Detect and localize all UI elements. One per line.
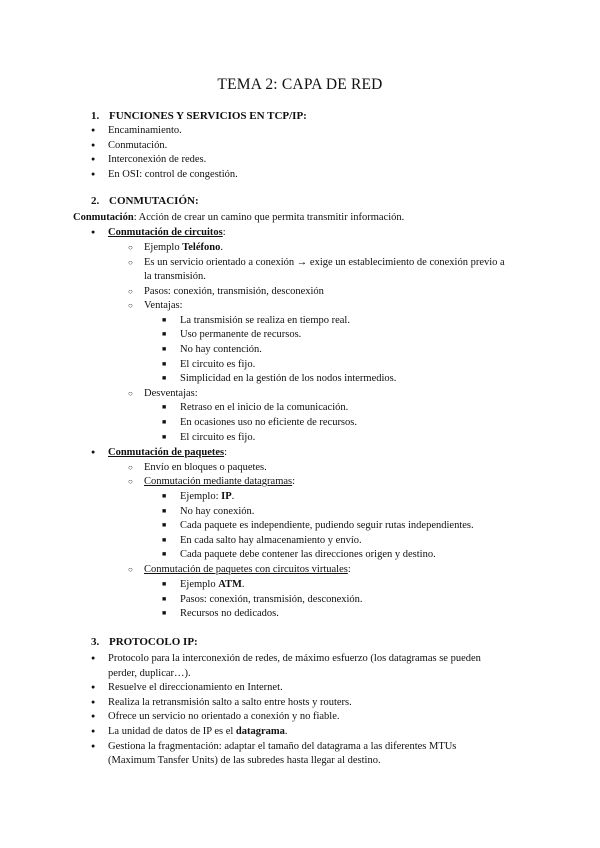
list-item [180, 490, 234, 503]
bold-text: IP [221, 491, 232, 502]
list-item: ● Encaminamiento. [108, 124, 182, 137]
list-item: ■ Cada paquete debe contener las direcciones origen y destino. [180, 548, 436, 561]
colon: : [347, 564, 351, 575]
list-item [108, 725, 288, 738]
text: . [231, 491, 235, 502]
list-item [144, 475, 295, 488]
section-title: FUNCIONES Y SERVICIOS EN TCP/IP: [109, 110, 307, 122]
list-item: ■ En cada salto hay almacenamiento y envío. [180, 534, 362, 547]
text: Ejemplo [180, 579, 219, 590]
list-item: ■ Retraso en el inicio de la comunicación. [180, 401, 348, 414]
list-item: ● Interconexión de redes. [108, 153, 206, 166]
list-item-paquetes [108, 446, 227, 459]
list-item: ■ Pasos: conexión, transmisión, desconexión. [180, 593, 363, 606]
list-item: ○ Desventajas: [144, 387, 198, 400]
list-item-continued: la transmisión. [144, 271, 206, 282]
bold-text: datagrama [235, 726, 285, 737]
text: . [220, 242, 223, 253]
list-item [180, 578, 245, 591]
text: . [284, 726, 288, 737]
section-number: 3. [91, 636, 100, 648]
definition [73, 211, 404, 224]
list-item: ■ En ocasiones uso no eficiente de recursos. [180, 416, 357, 429]
section-1-heading [91, 110, 307, 123]
list-item [144, 563, 351, 576]
bold-text: ATM [218, 579, 242, 590]
list-item: ■ No hay conexión. [180, 505, 254, 518]
subheading: Conmutación de paquetes [108, 447, 225, 458]
list-item-continued: (Maximum Tansfer Units) de las subredes hasta llegar al destino. [108, 755, 381, 766]
list-item: ■ Recursos no dedicados. [180, 607, 279, 620]
list-item: ● Resuelve el direccionamiento en Internet. [108, 681, 283, 694]
list-item: ■ Simplicidad en la gestión de los nodos intermedios. [180, 372, 396, 385]
definition-term: Conmutación [73, 212, 134, 223]
text: Ejemplo: [180, 491, 222, 502]
colon: : [292, 476, 296, 487]
list-item: ■ Cada paquete es independiente, pudiendo seguir rutas independientes. [180, 519, 474, 532]
list-item: ○ Es un servicio orientado a conexión → exige un establecimiento de conexión previo a [144, 256, 505, 269]
text: Ejemplo [144, 242, 183, 253]
list-item: ■ Uso permanente de recursos. [180, 328, 301, 341]
list-item: ■ El circuito es fijo. [180, 431, 255, 444]
list-item: ● Conmutación. [108, 139, 167, 152]
text: La unidad de datos de IP es el [108, 726, 236, 737]
section-title: PROTOCOLO IP: [109, 636, 198, 648]
list-item: ■ No hay contención. [180, 343, 262, 356]
bold-text: Teléfono [182, 242, 221, 253]
subheading: Conmutación de circuitos [108, 227, 223, 238]
colon: : [224, 447, 228, 458]
page-title: TEMA 2: CAPA DE RED [217, 76, 383, 93]
list-item: ■ El circuito es fijo. [180, 358, 255, 371]
list-item: ● En OSI: control de congestión. [108, 168, 238, 181]
section-3-heading [91, 636, 198, 649]
section-title: CONMUTACIÓN: [109, 195, 199, 207]
section-number: 2. [91, 195, 100, 207]
list-item [144, 241, 223, 254]
list-item-circuitos [108, 226, 226, 239]
list-item: ○ Pasos: conexión, transmisión, desconexión [144, 285, 324, 298]
list-item: ○ Envío en bloques o paquetes. [144, 461, 267, 474]
list-item: ● Ofrece un servicio no orientado a conexión y no fiable. [108, 710, 340, 723]
list-item: ● Realiza la retransmisión salto a salto entre hosts y routers. [108, 696, 352, 709]
section-2-heading [91, 195, 199, 208]
list-item: ● Gestiona la fragmentación: adaptar el tamaño del datagrama a las diferentes MTUs [108, 740, 456, 753]
underlined-text: Conmutación de paquetes con circuitos virtuales [144, 564, 348, 575]
list-item-continued: perder, duplicar…). [108, 668, 191, 679]
colon: : [222, 227, 226, 238]
list-item: ● Protocolo para la interconexión de redes, de máximo esfuerzo (los datagramas se pueden [108, 652, 481, 665]
section-number: 1. [91, 110, 100, 122]
list-item: ■ La transmisión se realiza en tiempo real. [180, 314, 350, 327]
underlined-text: Conmutación mediante datagramas [144, 476, 293, 487]
text: . [241, 579, 245, 590]
definition-text: : Acción de crear un camino que permita transmitir información. [133, 212, 405, 223]
list-item: ○ Ventajas: [144, 299, 183, 312]
